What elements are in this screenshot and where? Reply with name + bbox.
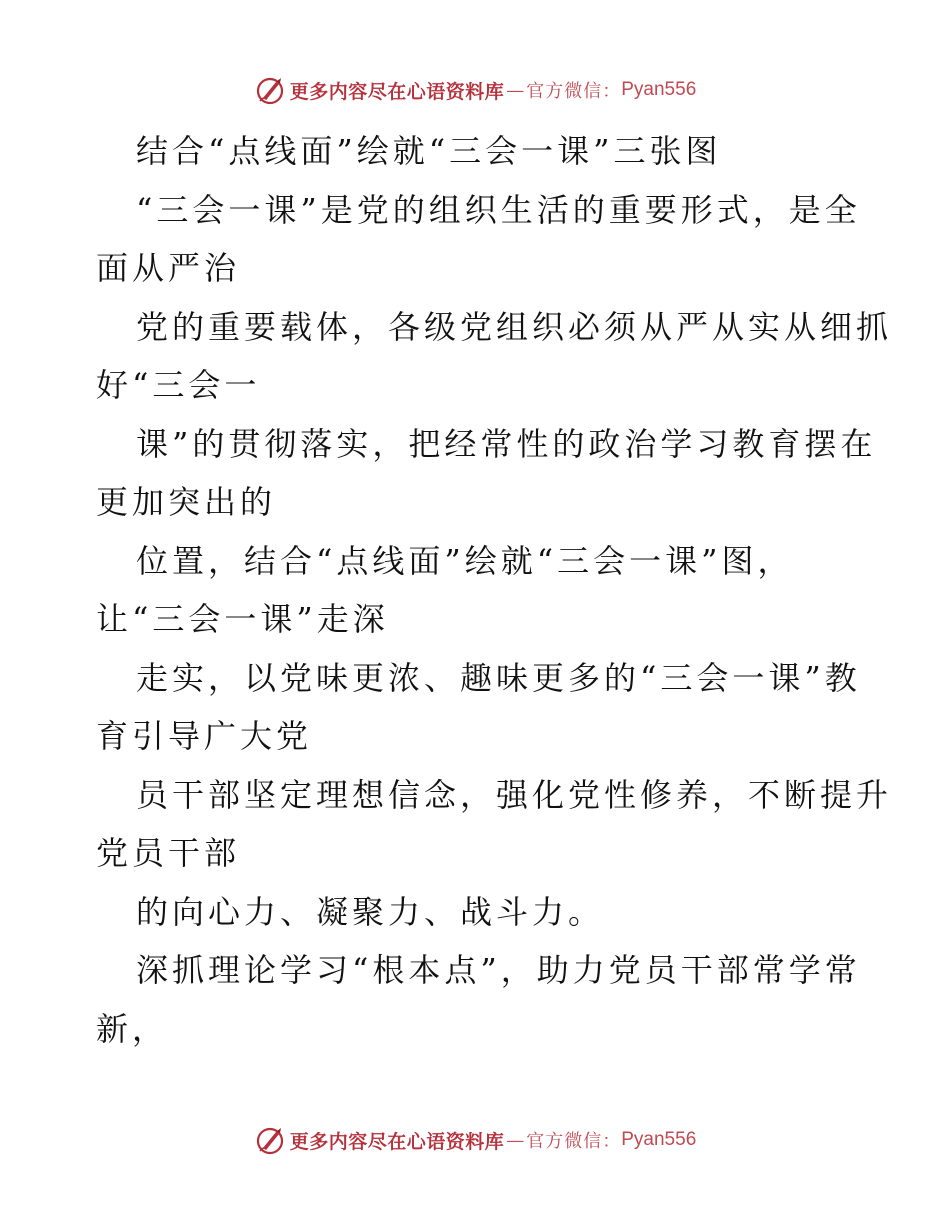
footer-wechat-id: Pyan556 [621,1129,697,1150]
text-line: 好“三会一 [96,366,261,404]
footer-dash: — [506,1129,525,1151]
text-line: 的向心力、凝聚力、战斗力。 [136,892,605,931]
header-wechat-id: Pyan556 [621,79,697,100]
text-line: 育引导广大党 [96,717,313,755]
text-line: 结合“点线面”绘就“三会一课”三张图 [136,132,722,170]
footer-banner [0,1120,950,1160]
text-line: 员干部坚定理想信念，强化党性修养，不断提升 [136,775,893,814]
header-banner [0,70,950,110]
text-line: 面从严治 [96,249,241,287]
quill-pen-logo-icon [254,1124,286,1156]
text-line: 党的重要载体，各级党组织必须从严从实从细抓 [136,307,893,346]
header-dash: — [506,79,525,101]
text-line: 让“三会一课”走深 [96,600,389,638]
text-line: 走实，以党味更浓、趣味更多的“三会一课”教 [136,658,861,697]
text-line: “三会一课”是党的组织生活的重要形式，是全 [136,190,861,229]
footer-wechat-label: 官方微信： [526,1131,622,1152]
header-brand-text: 更多内容尽在心语资料库 [289,80,505,103]
text-line: 课”的贯彻落实，把经常性的政治学习教育摆在 [136,424,877,463]
quill-pen-logo-icon [254,74,286,106]
document-body [96,122,893,1058]
footer-brand-text: 更多内容尽在心语资料库 [289,1130,505,1153]
header-wechat-label: 官方微信： [526,81,622,102]
text-line: 党员干部 [96,834,241,872]
text-line: 位置，结合“点线面”绘就“三会一课”图， [136,541,794,580]
text-line: 深抓理论学习“根本点”，助力党员干部常学常 [136,951,861,989]
text-line: 更加突出的 [96,483,277,521]
text-line: 新， [96,1009,169,1048]
